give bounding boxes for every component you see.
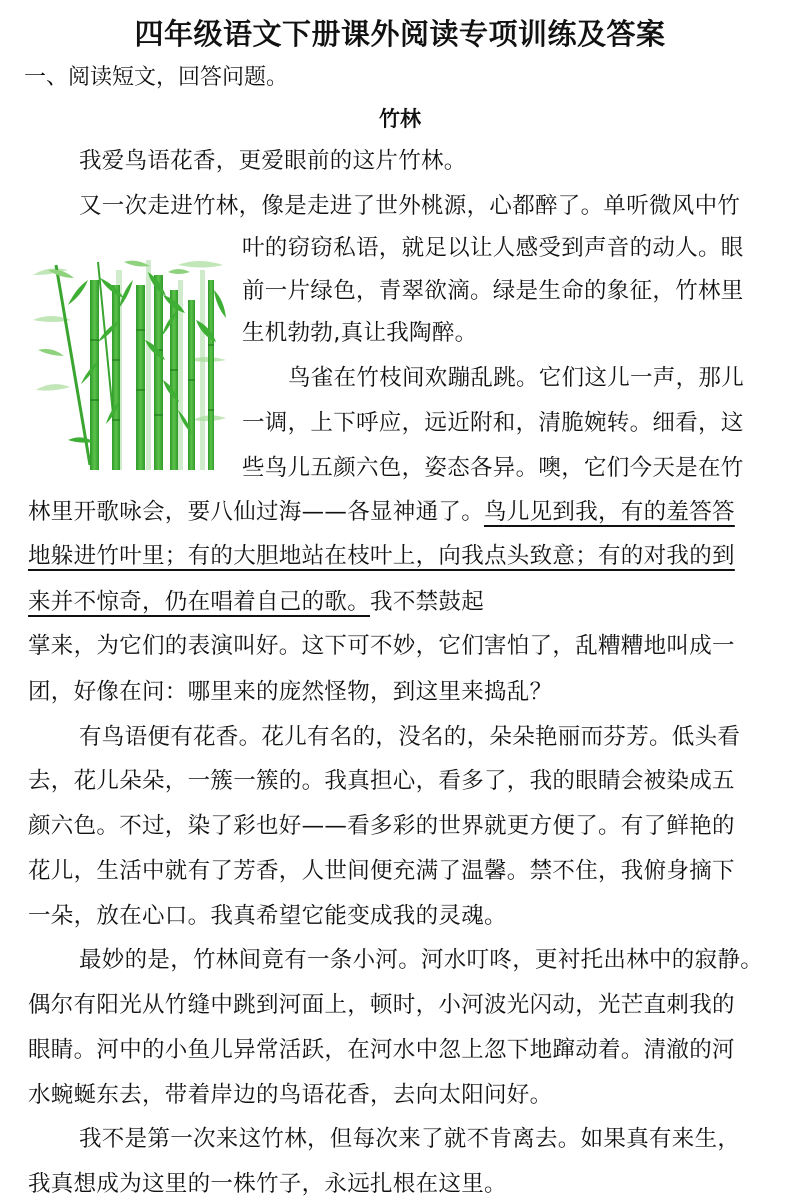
bamboo-illustration-icon bbox=[28, 250, 230, 470]
text-line: 团，好像在问：哪里来的庞然怪物，到这里来捣乱？ bbox=[28, 679, 553, 705]
text-line: 一朵，放在心口。我真希望它能变成我的灵魂。 bbox=[28, 903, 507, 929]
text-line: 颜六色。不过，染了彩也好——看多彩的世界就更方便了。有了鲜艳的 bbox=[28, 813, 735, 839]
text-line: 些鸟儿五颜六色，姿态各异。噢，它们今天是在竹 bbox=[242, 455, 744, 481]
text-line: 去，花儿朵朵，一簇一簇的。我真担心，看多了，我的眼睛会被染成五 bbox=[28, 768, 735, 794]
section-heading: 一、阅读短文，回答问题。 bbox=[24, 65, 289, 90]
passage-title: 竹林 bbox=[379, 107, 421, 131]
text-line: 眼睛。河中的小鱼儿异常活跃，在河水中忽上忽下地蹿动着。清澈的河 bbox=[28, 1037, 735, 1063]
text-line: 花儿，生活中就有了芳香，人世间便充满了温馨。禁不住，我俯身摘下 bbox=[28, 858, 735, 884]
underlined-sentence: 来并不惊奇，仍在唱着自己的歌。 bbox=[28, 589, 371, 615]
underlined-sentence: 地躲进竹叶里；有的大胆地站在枝叶上，向我点头致意；有的对我的到 bbox=[28, 543, 735, 569]
text-line: 又一次走进竹林，像是走进了世外桃源，心都醉了。单听微风中竹 bbox=[79, 193, 741, 219]
text-line: 我不是第一次来这竹林，但每次来了就不肯离去。如果真有来生， bbox=[79, 1126, 741, 1152]
text-line: 林里开歌咏会，要八仙过海——各显神通了。鸟儿见到我，有的羞答答 bbox=[28, 499, 735, 525]
text-line: 鸟雀在竹枝间欢蹦乱跳。它们这儿一声，那儿 bbox=[288, 365, 745, 391]
text-line: 前一片绿色，青翠欲滴。绿是生命的象征，竹林里 bbox=[242, 278, 744, 304]
text-line bbox=[28, 538, 735, 574]
text-line: 我爱鸟语花香，更爱眼前的这片竹林。 bbox=[79, 148, 467, 174]
text-line: 一调，上下呼应，远近附和，清脆婉转。细看，这 bbox=[242, 410, 744, 436]
text-line: 我真想成为这里的一株竹子，永远扎根在这里。 bbox=[28, 1171, 507, 1197]
text-line: 叶的窃窃私语，就足以让人感受到声音的动人。眼 bbox=[242, 235, 744, 261]
underlined-sentence: 鸟儿见到我，有的羞答答 bbox=[484, 499, 735, 525]
text-line: 最妙的是，竹林间竟有一条小河。河水叮咚，更衬托出林中的寂静。 bbox=[79, 947, 764, 973]
text-line: 偶尔有阳光从竹缝中跳到河面上，顿时，小河波光闪动，光芒直刺我的 bbox=[28, 992, 735, 1018]
document-title: 四年级语文下册课外阅读专项训练及答案 bbox=[134, 17, 666, 51]
text-line: 生机勃勃,真让我陶醉。 bbox=[242, 320, 478, 346]
text-line: 水蜿蜒东去，带着岸边的鸟语花香，去向太阳问好。 bbox=[28, 1082, 553, 1108]
text-line: 掌来，为它们的表演叫好。这下可不妙，它们害怕了，乱糟糟地叫成一 bbox=[28, 633, 735, 659]
text-line: 有鸟语便有花香。花儿有名的，没名的，朵朵艳丽而芬芳。低头看 bbox=[79, 724, 741, 750]
text-line: 来并不惊奇，仍在唱着自己的歌。我不禁鼓起 bbox=[28, 589, 485, 615]
